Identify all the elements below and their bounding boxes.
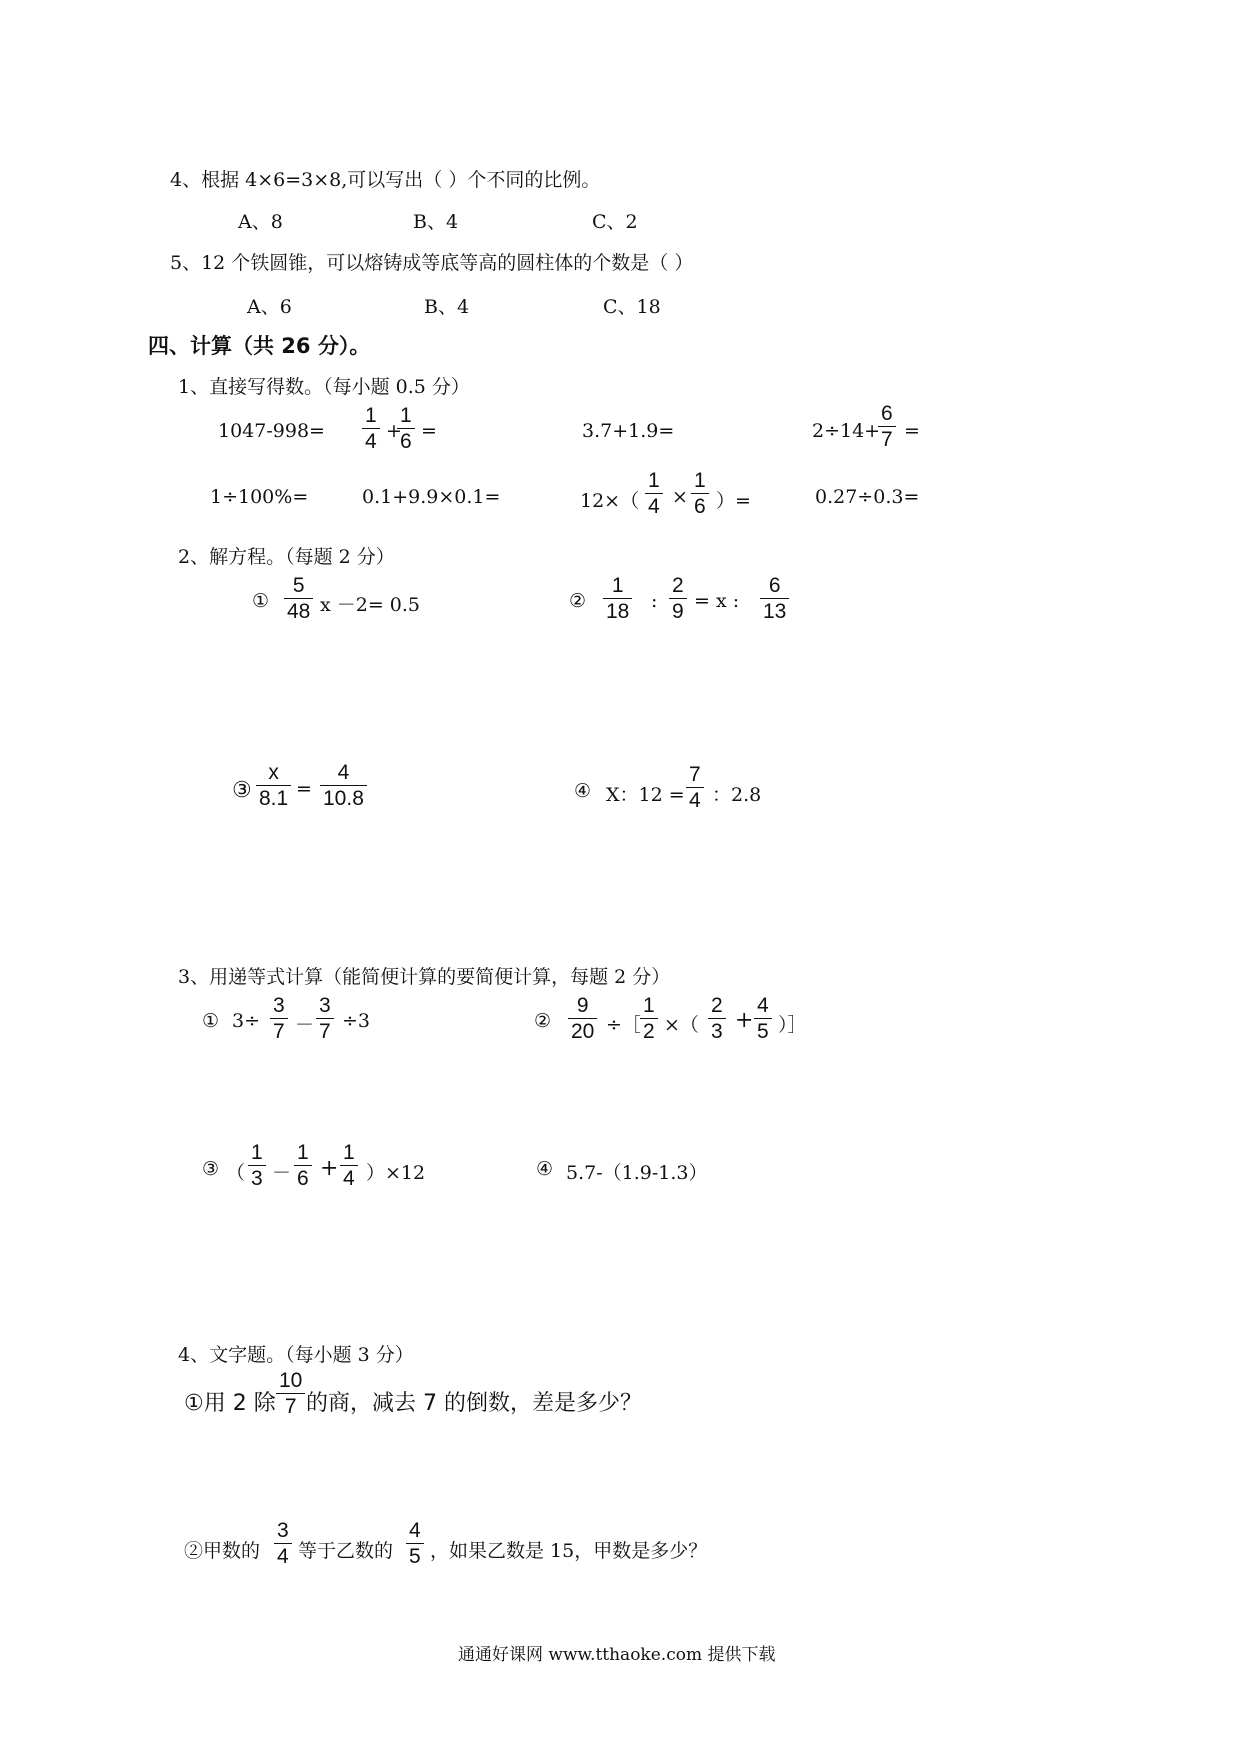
- equation-3-fraction-2: 4 10.8: [320, 762, 367, 809]
- word-problem-2-fraction-1: 3 4: [274, 1520, 292, 1567]
- compute-3-fraction-1: 1 3: [248, 1142, 266, 1189]
- calc-d-prefix: 2÷14+: [812, 420, 881, 442]
- calc-b-fraction-2: 1 6: [397, 405, 415, 452]
- calc-h: 0.27÷0.3=: [815, 486, 920, 508]
- page-footer: 通通好课网 www.tthaoke.com 提供下载: [458, 1645, 776, 1665]
- compute-2-fraction-1: 9 20: [568, 995, 597, 1042]
- question-5-option-a: A、6: [247, 296, 292, 318]
- calc-a: 1047-998=: [218, 420, 325, 442]
- question-5-stem: 5、12 个铁圆锥，可以熔铸成等底等高的圆柱体的个数是（ ）: [170, 252, 694, 274]
- word-problem-2-fraction-2: 4 5: [406, 1520, 424, 1567]
- part-2-title: 2、解方程。（每题 2 分）: [178, 546, 395, 568]
- compute-2-plus: +: [735, 1008, 754, 1033]
- calc-g-operator: ×: [672, 486, 688, 508]
- compute-3-fraction-2: 1 6: [294, 1142, 312, 1189]
- part-1-title: 1、直接写得数。（每小题 0.5 分）: [178, 376, 470, 398]
- part-4-title: 4、文字题。（每小题 3 分）: [178, 1344, 414, 1366]
- equation-2-fraction-2: 2 9: [669, 575, 687, 622]
- equation-4-mark: ④: [574, 780, 592, 802]
- calc-g-suffix: ）=: [716, 490, 751, 512]
- compute-2-times-paren: ×（: [664, 1014, 699, 1036]
- compute-2-suffix: ）］: [778, 1014, 807, 1036]
- equation-2-fraction-3: 6 13: [760, 575, 789, 622]
- compute-1-prefix: 3÷: [232, 1010, 261, 1032]
- question-4-stem: 4、根据 4×6=3×8,可以写出（ ）个不同的比例。: [170, 169, 601, 191]
- equation-1-rest: x －2= 0.5: [320, 594, 421, 616]
- calc-d-fraction: 6 7: [878, 403, 896, 450]
- equation-1-fraction: 5 48: [284, 575, 313, 622]
- calc-b-fraction-1: 1 4: [362, 405, 380, 452]
- word-problem-1-suffix: 的商，减去 7 的倒数，差是多少？: [306, 1391, 642, 1416]
- equation-2-fraction-1: 1 18: [603, 575, 632, 622]
- compute-1-fraction-2: 3 7: [316, 995, 334, 1042]
- calc-g-prefix: 12×（: [580, 490, 640, 512]
- compute-3-mark: ③: [202, 1158, 220, 1180]
- calc-b-equals: =: [421, 420, 437, 442]
- equation-3-equals: =: [296, 778, 312, 800]
- equation-4-suffix: ：2.8: [712, 784, 762, 806]
- question-5-option-b: B、4: [424, 296, 470, 318]
- equation-4-prefix: X：12 =: [606, 784, 685, 806]
- equation-4-fraction: 7 4: [686, 764, 704, 811]
- compute-2-fraction-2: 1 2: [640, 995, 658, 1042]
- compute-2-divide-bracket: ÷［: [606, 1014, 641, 1036]
- compute-2-fraction-4: 4 5: [754, 995, 772, 1042]
- section-4-title: 四、计算（共 26 分）。: [148, 334, 371, 358]
- compute-3-plus: +: [320, 1156, 339, 1181]
- question-4-option-b: B、4: [413, 211, 459, 233]
- word-problem-2-suffix: ，如果乙数是 15，甲数是多少？: [430, 1540, 708, 1562]
- word-problem-1-fraction: 10 7: [276, 1370, 305, 1417]
- equation-3-mark: ③: [232, 778, 252, 803]
- compute-1-mark: ①: [202, 1010, 220, 1032]
- compute-4-mark: ④: [536, 1158, 554, 1180]
- compute-4-expression: 5.7-（1.9-1.3）: [566, 1162, 708, 1184]
- equation-1-mark: ①: [252, 590, 270, 612]
- compute-3-prefix: （: [226, 1162, 246, 1184]
- word-problem-2-prefix: ②甲数的: [184, 1540, 261, 1562]
- equation-2-mark: ②: [569, 590, 587, 612]
- calc-d-equals: =: [904, 420, 920, 442]
- question-5-option-c: C、18: [603, 296, 661, 318]
- calc-c: 3.7+1.9=: [582, 420, 675, 442]
- compute-2-mark: ②: [534, 1010, 552, 1032]
- calc-g-fraction-1: 1 4: [645, 470, 663, 517]
- calc-e: 1÷100%=: [210, 486, 309, 508]
- compute-3-fraction-3: 1 4: [340, 1142, 358, 1189]
- calc-b-operator: +: [386, 420, 402, 442]
- compute-3-suffix: ）×12: [366, 1162, 426, 1184]
- question-4-option-c: C、2: [592, 211, 638, 233]
- equation-3-fraction-1: x 8.1: [256, 762, 291, 809]
- compute-1-fraction-1: 3 7: [270, 995, 288, 1042]
- calc-g-fraction-2: 1 6: [691, 470, 709, 517]
- word-problem-1-prefix: ①用 2 除: [184, 1391, 276, 1416]
- question-4-option-a: A、8: [238, 211, 283, 233]
- word-problem-2-middle: 等于乙数的: [298, 1540, 394, 1562]
- calc-f: 0.1+9.9×0.1=: [362, 486, 501, 508]
- equation-2-middle: = x :: [694, 590, 740, 612]
- compute-3-minus: －: [272, 1162, 292, 1184]
- part-3-title: 3、用递等式计算（能简便计算的要简便计算，每题 2 分）: [178, 966, 671, 988]
- compute-2-fraction-3: 2 3: [708, 995, 726, 1042]
- equation-2-colon: :: [651, 590, 658, 612]
- compute-1-suffix: ÷3: [342, 1010, 371, 1032]
- compute-1-operator: －: [295, 1014, 315, 1036]
